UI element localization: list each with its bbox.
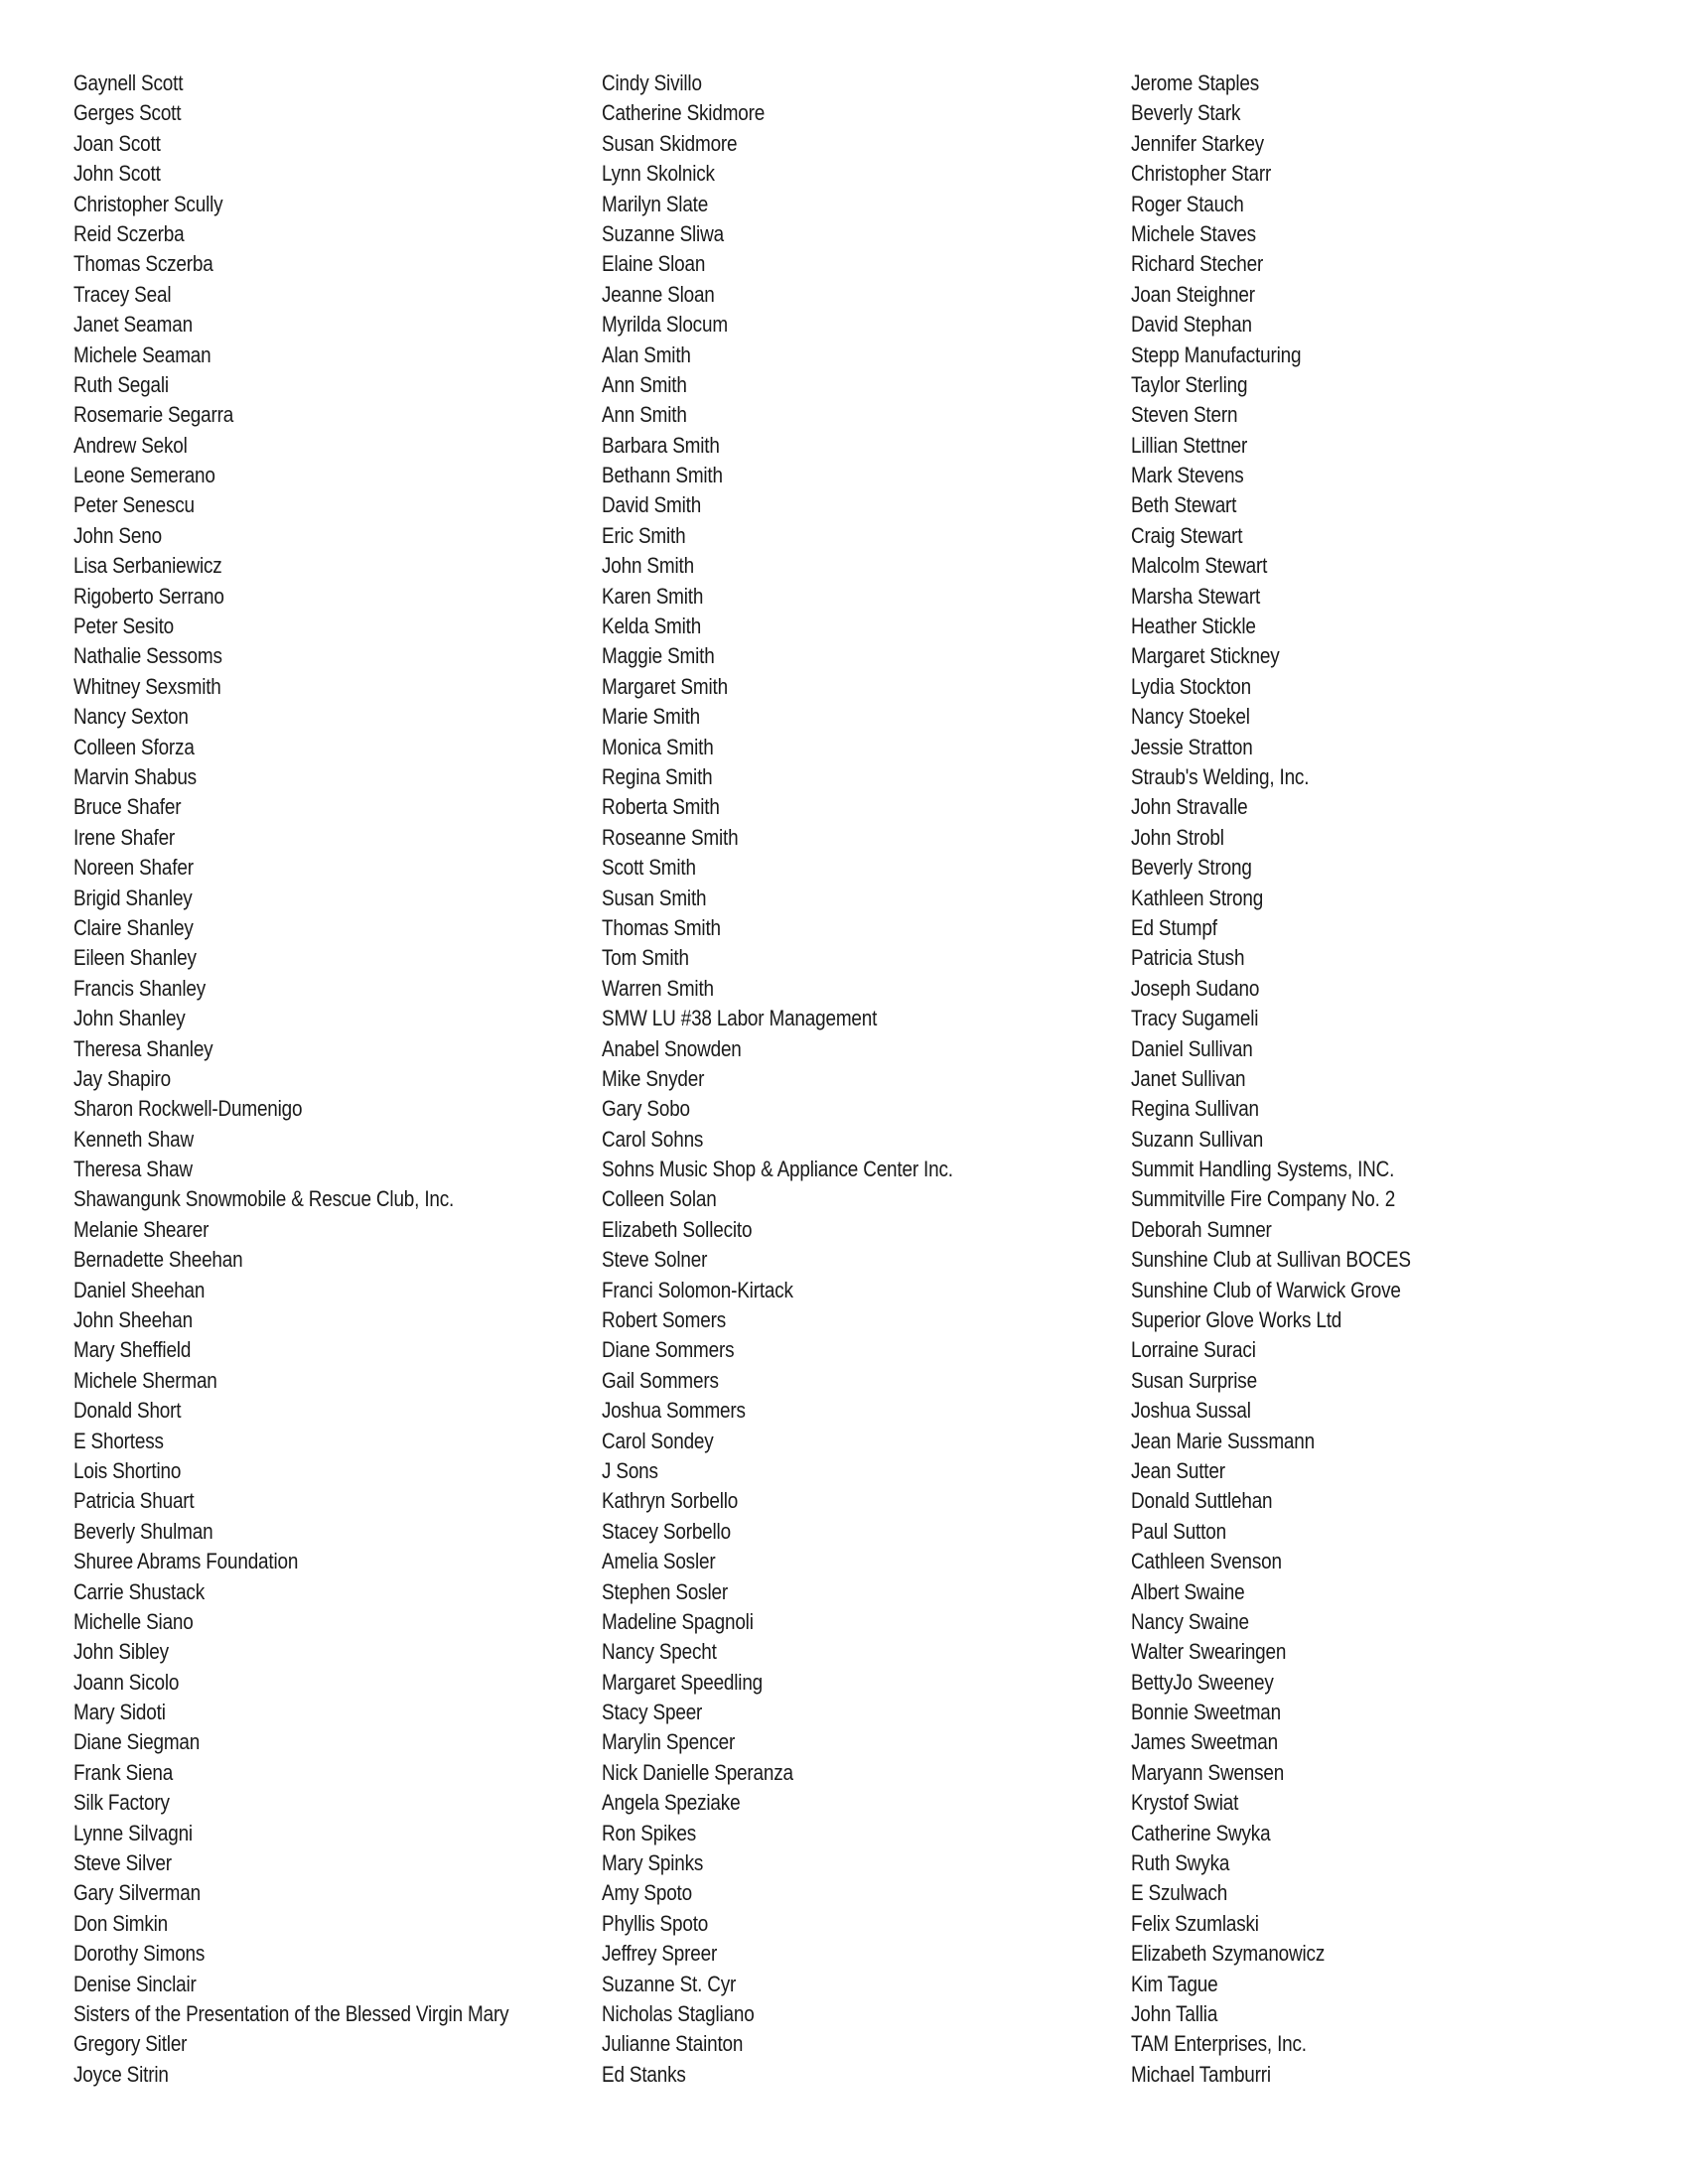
donor-name: Myrilda Slocum [602,312,728,338]
donor-name: Margaret Speedling [602,1669,764,1695]
donor-name: Michelle Siano [73,1608,194,1634]
donor-name: Tracy Sugameli [1131,1006,1259,1031]
donor-name: Christopher Scully [73,191,223,216]
donor-name: Bruce Shafer [73,794,182,820]
donor-name: Craig Stewart [1131,522,1243,548]
donor-name: John Tallia [1131,2001,1218,2026]
donor-name: Regina Sullivan [1131,1096,1259,1122]
donor-name: Christopher Starr [1131,161,1272,187]
donor-name: Jeanne Sloan [602,281,715,307]
donor-name: John Strobl [1131,824,1224,850]
donor-name: Roseanne Smith [602,824,739,850]
donor-name: Lynne Silvagni [73,1820,193,1845]
donor-name: Nick Danielle Speranza [602,1759,793,1785]
donor-name: Margaret Stickney [1131,643,1280,669]
donor-name: Lorraine Suraci [1131,1337,1256,1363]
donor-name: Bethann Smith [602,463,723,488]
donor-name: E Szulwach [1131,1880,1228,1906]
donor-name: Peter Sesito [73,614,175,639]
donor-name: Carrie Shustack [73,1578,206,1604]
donor-name: Gail Sommers [602,1367,719,1393]
donor-name: Dorothy Simons [73,1941,206,1967]
donor-name: Diane Siegman [73,1729,201,1755]
donor-name: Noreen Shafer [73,855,194,881]
donor-name: Elaine Sloan [602,251,706,277]
donor-name: Janet Sullivan [1131,1065,1246,1091]
donor-name: Stepp Manufacturing [1131,341,1302,367]
donor-name: Gary Sobo [602,1096,690,1122]
donor-name: Catherine Swyka [1131,1820,1271,1845]
donor-name: Mary Sheffield [73,1337,192,1363]
donor-name: Karen Smith [602,583,704,609]
donor-name: Tom Smith [602,945,689,971]
donor-name: Beverly Stark [1131,100,1241,126]
donor-name: Diane Sommers [602,1337,735,1363]
name-column-1 [73,68,570,2090]
donor-name: Daniel Sullivan [1131,1035,1253,1061]
donor-name: Irene Shafer [73,824,176,850]
donor-name: Beth Stewart [1131,492,1237,518]
donor-name: Elizabeth Sollecito [602,1216,753,1242]
donor-name: Madeline Spagnoli [602,1608,754,1634]
donor-name: Rosemarie Segarra [73,402,234,428]
donor-name: Joshua Sommers [602,1398,746,1424]
donor-name: Kenneth Shaw [73,1126,195,1152]
donor-name: Ed Stanks [602,2061,686,2087]
donor-name: Whitney Sexsmith [73,673,221,699]
donor-name: John Smith [602,553,694,579]
donor-name: Kathleen Strong [1131,885,1264,910]
name-column-2 [602,68,1098,2090]
donor-name: Patricia Stush [1131,945,1245,971]
donor-name: John Sheehan [73,1307,193,1333]
donor-name: SMW LU #38 Labor Management [602,1006,878,1031]
donor-name: Heather Stickle [1131,614,1256,639]
name-column-3 [1131,68,1647,2090]
donor-name: J Sons [602,1457,658,1483]
donor-name: Anabel Snowden [602,1035,742,1061]
donor-name: Joan Steighner [1131,281,1255,307]
donor-name: Patricia Shuart [73,1488,195,1514]
donor-name: Scott Smith [602,855,696,881]
donor-name: Lydia Stockton [1131,673,1252,699]
donor-name: Jerome Staples [1131,70,1260,95]
donor-name: Colleen Sforza [73,734,195,759]
donor-name: Mark Stevens [1131,463,1244,488]
donor-name: Nathalie Sessoms [73,643,222,669]
donor-name: Marvin Shabus [73,763,197,789]
donor-name: Thomas Smith [602,914,721,940]
donor-name: Barbara Smith [602,432,720,458]
donor-name: Summit Handling Systems, INC. [1131,1157,1395,1182]
donor-name: Donald Short [73,1398,182,1424]
donor-name: Shawangunk Snowmobile & Rescue Club, Inc. [73,1186,455,1212]
donor-name: Monica Smith [602,734,714,759]
donor-name: Amelia Sosler [602,1549,716,1574]
donor-name: Ann Smith [602,371,687,397]
donor-name: Susan Surprise [1131,1367,1257,1393]
donor-name: Nancy Sexton [73,704,189,730]
donor-name: TAM Enterprises, Inc. [1131,2031,1307,2057]
donor-name: Angela Speziake [602,1790,741,1816]
donor-name: John Shanley [73,1006,186,1031]
donor-name: Lois Shortino [73,1457,182,1483]
donor-name: Silk Factory [73,1790,170,1816]
donor-name: Mary Sidoti [73,1700,166,1725]
donor-name: Kim Tague [1131,1971,1218,1996]
donor-name: Lisa Serbaniewicz [73,553,222,579]
donor-name: Kathryn Sorbello [602,1488,739,1514]
donor-name: Joshua Sussal [1131,1398,1251,1424]
donor-name: Cindy Sivillo [602,70,702,95]
donor-name: Leone Semerano [73,463,215,488]
donor-name: Gaynell Scott [73,70,184,95]
donor-name: Stacey Sorbello [602,1518,731,1544]
donor-name: Joyce Sitrin [73,2061,169,2087]
donor-name: Felix Szumlaski [1131,1910,1259,1936]
donor-name: Krystof Swiat [1131,1790,1239,1816]
donor-name: Catherine Skidmore [602,100,766,126]
donor-name: Phyllis Spoto [602,1910,709,1936]
donor-name: Frank Siena [73,1759,174,1785]
donor-name: Andrew Sekol [73,432,188,458]
donor-name: Gary Silverman [73,1880,201,1906]
donor-name: Malcolm Stewart [1131,553,1268,579]
donor-name: Jean Sutter [1131,1457,1225,1483]
donor-name: John Scott [73,161,161,187]
donor-name: Stacy Speer [602,1700,703,1725]
donor-name: David Stephan [1131,312,1252,338]
donor-name: Beverly Strong [1131,855,1252,881]
donor-name: Suzanne St. Cyr [602,1971,737,1996]
donor-name: Mike Snyder [602,1065,705,1091]
donor-name: Sisters of the Presentation of the Blessed Virgin Mary [73,2001,509,2026]
donor-name: Michael Tamburri [1131,2061,1271,2087]
donor-name: Maryann Swensen [1131,1759,1285,1785]
donor-name: Peter Senescu [73,492,195,518]
donor-name: Bonnie Sweetman [1131,1700,1281,1725]
donor-name: Amy Spoto [602,1880,692,1906]
donor-name: Brigid Shanley [73,885,193,910]
donor-name: Roger Stauch [1131,191,1244,216]
donor-name: Sunshine Club at Sullivan BOCES [1131,1247,1411,1273]
donor-name: Paul Sutton [1131,1518,1226,1544]
donor-name: Lynn Skolnick [602,161,715,187]
donor-name: Francis Shanley [73,975,207,1001]
donor-name: Superior Glove Works Ltd [1131,1307,1342,1333]
donor-name: Franci Solomon-Kirtack [602,1277,793,1302]
donor-name: Bernadette Sheehan [73,1247,243,1273]
donor-name: Marilyn Slate [602,191,709,216]
donor-name: Carol Sondey [602,1428,714,1453]
donor-name: Alan Smith [602,341,691,367]
donor-name: Gerges Scott [73,100,182,126]
donor-name: Jennifer Starkey [1131,130,1264,156]
donor-name: Shuree Abrams Foundation [73,1549,299,1574]
donor-name: Marie Smith [602,704,701,730]
donor-name: Straub's Welding, Inc. [1131,763,1310,789]
donor-name: Denise Sinclair [73,1971,197,1996]
donor-name: Roberta Smith [602,794,720,820]
donor-name: Suzann Sullivan [1131,1126,1264,1152]
donor-name: Margaret Smith [602,673,728,699]
donor-name: Maggie Smith [602,643,715,669]
donor-name: Gregory Sitler [73,2031,188,2057]
donor-name: Ed Stumpf [1131,914,1217,940]
donor-name: Nancy Swaine [1131,1608,1249,1634]
donor-name: Sunshine Club of Warwick Grove [1131,1277,1401,1302]
donor-name: Joseph Sudano [1131,975,1260,1001]
donor-name: Donald Suttlehan [1131,1488,1273,1514]
donor-name: Mary Spinks [602,1850,704,1876]
donor-name: Theresa Shaw [73,1157,193,1182]
donor-name: Susan Skidmore [602,130,738,156]
donor-name: Rigoberto Serrano [73,583,224,609]
donor-name: John Stravalle [1131,794,1248,820]
donor-name: Elizabeth Szymanowicz [1131,1941,1326,1967]
donor-name: Michele Seaman [73,341,211,367]
donor-name: Kelda Smith [602,614,702,639]
donor-name: Eileen Shanley [73,945,197,971]
donor-name: Ruth Swyka [1131,1850,1230,1876]
donor-name: Steve Silver [73,1850,172,1876]
donor-name: Joan Scott [73,130,161,156]
donor-name: Daniel Sheehan [73,1277,206,1302]
donor-name: Reid Sczerba [73,220,185,246]
donor-name: Sharon Rockwell-Dumenigo [73,1096,303,1122]
donor-name: Tracey Seal [73,281,172,307]
donor-name: Nancy Specht [602,1639,717,1665]
donor-name: Jay Shapiro [73,1065,172,1091]
donor-name: Regina Smith [602,763,713,789]
donor-name: Don Simkin [73,1910,169,1936]
donor-name: Nancy Stoekel [1131,704,1250,730]
donor-name: Ann Smith [602,402,687,428]
donor-name: Theresa Shanley [73,1035,213,1061]
donor-name: Joann Sicolo [73,1669,180,1695]
donor-name: Richard Stecher [1131,251,1264,277]
donor-name: Deborah Sumner [1131,1216,1272,1242]
donor-name: Nicholas Stagliano [602,2001,755,2026]
donor-name: James Sweetman [1131,1729,1278,1755]
donor-name: Jean Marie Sussmann [1131,1428,1315,1453]
donor-name: Robert Somers [602,1307,726,1333]
donor-name: Michele Staves [1131,220,1256,246]
donor-name: Susan Smith [602,885,707,910]
donor-name: John Seno [73,522,162,548]
donor-name: Lillian Stettner [1131,432,1248,458]
donor-name: Suzanne Sliwa [602,220,724,246]
donor-name: Marylin Spencer [602,1729,736,1755]
donor-name: Walter Swearingen [1131,1639,1287,1665]
donor-name: Claire Shanley [73,914,194,940]
donor-name: David Smith [602,492,702,518]
donor-name: Stephen Sosler [602,1578,728,1604]
donor-name: Eric Smith [602,522,686,548]
donor-name: E Shortess [73,1428,164,1453]
donor-name: Ron Spikes [602,1820,697,1845]
donor-name: Carol Sohns [602,1126,704,1152]
donor-name: Ruth Segali [73,371,169,397]
donor-name: BettyJo Sweeney [1131,1669,1274,1695]
donor-name: Sohns Music Shop & Appliance Center Inc. [602,1157,953,1182]
donor-name: Michele Sherman [73,1367,217,1393]
donor-name: Albert Swaine [1131,1578,1245,1604]
donor-name: Steve Solner [602,1247,708,1273]
donor-name: John Sibley [73,1639,169,1665]
donor-name: Melanie Shearer [73,1216,210,1242]
donor-name: Steven Stern [1131,402,1238,428]
donor-name: Summitville Fire Company No. 2 [1131,1186,1396,1212]
donor-name: Colleen Solan [602,1186,717,1212]
donor-name: Julianne Stainton [602,2031,744,2057]
donor-name: Janet Seaman [73,312,193,338]
donor-name: Warren Smith [602,975,714,1001]
donor-name: Marsha Stewart [1131,583,1261,609]
donor-name: Jeffrey Spreer [602,1941,718,1967]
donor-name: Jessie Stratton [1131,734,1253,759]
donor-name: Cathleen Svenson [1131,1549,1282,1574]
donor-name: Thomas Sczerba [73,251,213,277]
donor-name: Beverly Shulman [73,1518,213,1544]
donor-name: Taylor Sterling [1131,371,1248,397]
